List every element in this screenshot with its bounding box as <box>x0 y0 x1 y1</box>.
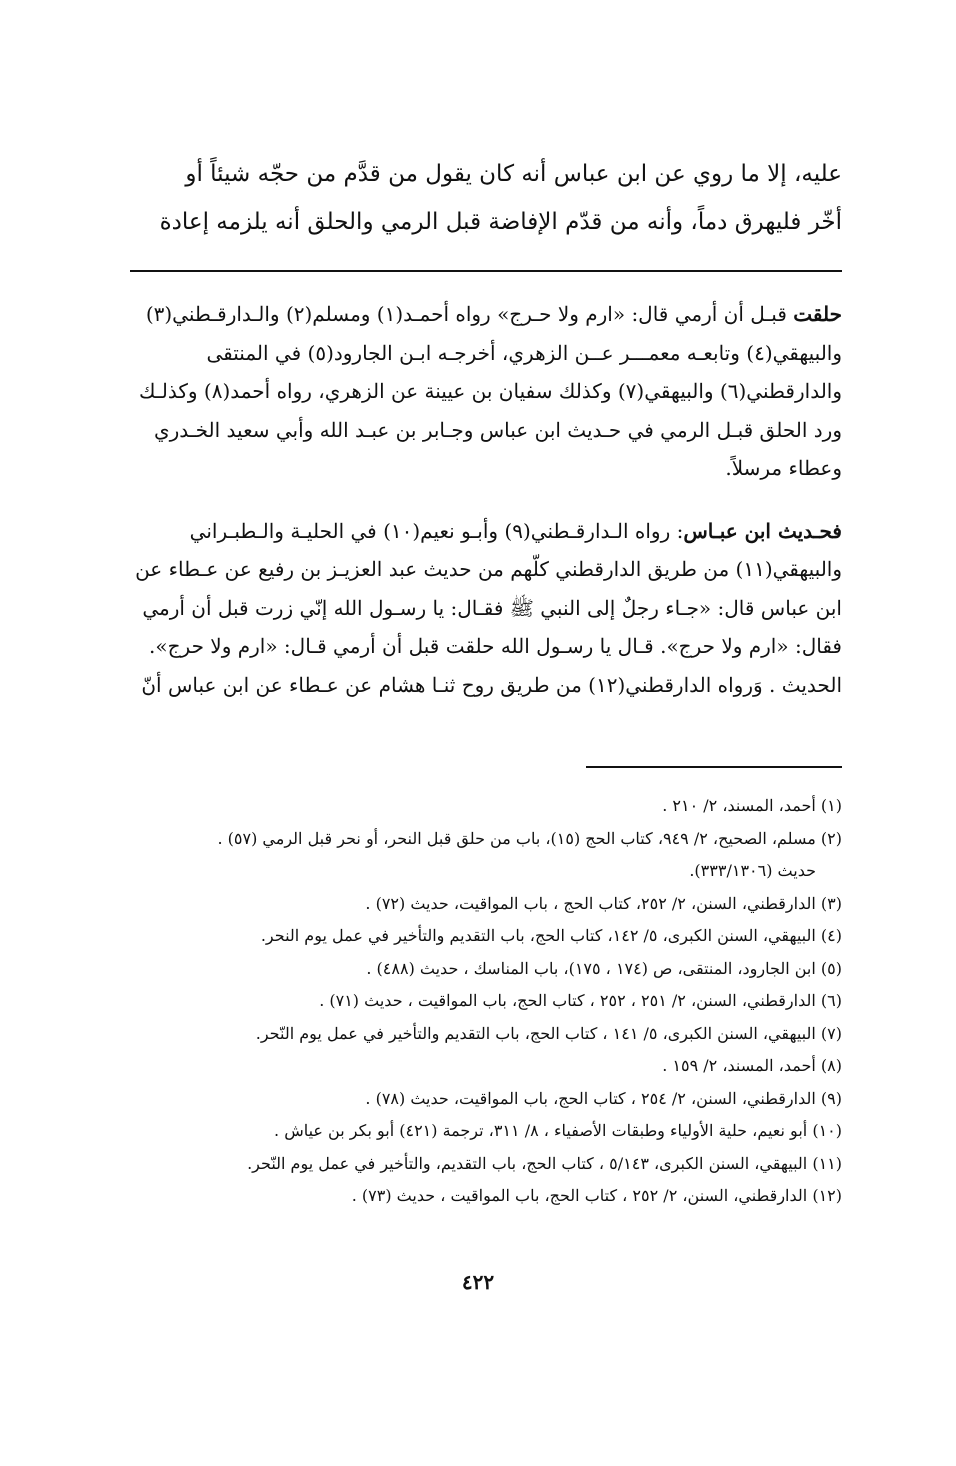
footnote-number: (٨) <box>820 1056 842 1075</box>
section-divider <box>130 270 842 272</box>
text-line: والبيهقي(١١) من طريق الدارقطني كلّهم من حديث عبد العزيـز بن رفيع عن عـطاء عن <box>135 557 842 581</box>
text-line: عليه، إلا ما روي عن ابن عباس أنه كان يقول من قدَّم من حجّه شيئاً أو <box>185 161 842 187</box>
footnote-text: أبو نعيم، حلية الأولياء وطبقات الأصفياء ، ٨/ ٣١١، ترجمة (٤٢١) أبو بكر بن عياش . <box>274 1121 808 1140</box>
footnote <box>116 1115 842 1148</box>
text-line: ابن عباس قال: «جـاء رجلٌ إلى النبي ﷺ فقـال: يا رسـول الله إنّي زرت قبل أن أرمي <box>142 595 842 620</box>
page-number: ٤٢٢ <box>461 1270 495 1294</box>
footnote <box>116 1083 842 1116</box>
footnote <box>116 920 842 953</box>
footnote-number: (٩) <box>820 1088 842 1108</box>
continuation-text <box>116 150 842 246</box>
footnote <box>116 953 842 986</box>
footnote-number: (٢) <box>820 828 842 848</box>
footnote-text: الدارقطني، السنن، ٢/ ٢٥٤ ، كتاب الحج، باب المواقيت، حديث (٧٨) . <box>365 1088 816 1108</box>
footnote-number: (١) <box>820 796 842 815</box>
footnote-number: (١٢) <box>812 1186 842 1205</box>
text-line: أخّر فليهرق دماً، وأنه من قدّم الإفاضة قبل الرمي والحلق أنه يلزمه إعادة <box>159 209 842 235</box>
line-text: : رواه الـدارقـطني(٩) وأبـو نعيم(١٠) في الحليـة والـطبـراني <box>189 518 684 543</box>
text-line <box>116 512 842 551</box>
footnote-number: (٣) <box>820 893 842 913</box>
text-line: ورد الحلق قبـل الرمي في حـديث ابن عباس وجـابر بن عبـد الله وأبي سعيد الخـدري <box>153 417 842 442</box>
footnote <box>116 1148 842 1181</box>
footnote-text: البيهقي، السنن الكبرى، ٥/١٤٣ ، كتاب الحج، باب التقديم، والتأخير في عمل يوم النّحر. <box>247 1153 808 1173</box>
footnote <box>116 823 842 856</box>
footnote-number: (٥) <box>820 958 842 978</box>
footnote-text: البيهقي، السنن الكبرى، ٥/ ١٤٢، كتاب الحج، باب التقديم والتأخير في عمل يوم النحر. <box>260 926 816 945</box>
footnote-number: (١٠) <box>812 1121 842 1140</box>
footnote <box>116 790 842 823</box>
footnote <box>116 1018 842 1051</box>
main-text-block <box>116 295 842 704</box>
footnote-text: حديث (٣٣٣/١٣٠٦). <box>689 861 816 880</box>
footnote-text: ابن الجارود، المنتقى، ص (١٧٤ ، ١٧٥)، باب المناسك ، حديث (٤٨٨) . <box>366 958 816 978</box>
line-text: قبـل أن أرمي قال: «ارم ولا حـرج» رواه أحمـد(١) ومسلم(٢) والـدارقـطني(٣) <box>145 302 794 326</box>
footnote-text: الدارقطني، السنن، ٢/ ٢٥١ ، ٢٥٢ ، كتاب الحج، باب المواقيت ، حديث (٧١) . <box>319 991 816 1010</box>
footnote-text: البيهقي، السنن الكبرى، ٥/ ١٤١ ، كتاب الحج، باب التقديم والتأخير في عمل يوم النّحر. <box>255 1023 816 1043</box>
footnote-number: (٧) <box>820 1023 842 1043</box>
text-line: فقال: «ارم ولا حرج». قـال يا رسـول الله حلقت قبل أن أرمي قـال: «ارم ولا حرج». <box>149 634 842 658</box>
text-line: والبيهقي(٤) وتابعـه معمـــر عــن الزهري، أخرجـه ابـن الجارود(٥) في المنتقى <box>206 340 842 365</box>
footnote-number: (٤) <box>820 926 842 945</box>
text-line: وعطاء مرسلاً. <box>725 456 842 480</box>
footnote-text: الدارقطني، السنن، ٢/ ٢٥٢، كتاب الحج ، باب المواقيت، حديث (٧٢) . <box>365 893 816 913</box>
footnote-divider <box>586 766 842 768</box>
footnote <box>116 985 842 1018</box>
footnote <box>116 1180 842 1213</box>
lead-word: حلقت <box>793 302 842 326</box>
lead-heading: فحـديث ابن عبـاس <box>683 518 842 543</box>
text-line: الحديث . وَرواه الدارقطني(١٢) من طريق روح ثنـا هشام عن عـطاء عن ابن عباس أنّ <box>141 672 842 697</box>
footnote-number: (٦) <box>820 991 842 1010</box>
text-line: والدارقطني(٦) والبيهقي(٧) وكذلك سفيان بن عيينة عن الزهري، رواه أحمد(٨) وكذلـك <box>139 379 842 403</box>
footnote <box>116 1050 842 1083</box>
footnote-text: أحمد، المسند، ٢/ ٢١٠ . <box>662 796 816 815</box>
paragraph-ibn-abbas <box>116 512 842 705</box>
footnote-number: (١١) <box>812 1153 842 1173</box>
footnote-text: مسلم، الصحيح، ٢/ ٩٤٩، كتاب الحج (١٥)، باب من حلق قبل النحر، أو نحر قبل الرمي (٥٧) . <box>217 828 816 848</box>
text-line <box>116 295 842 334</box>
footnote-text: الدارقطني، السنن، ٢/ ٢٥٢ ، كتاب الحج، باب المواقيت ، حديث (٧٣) . <box>351 1186 808 1205</box>
footnote-text: أحمد، المسند، ٢/ ١٥٩ . <box>662 1056 816 1075</box>
footnote-continuation <box>116 855 842 888</box>
footnotes <box>116 790 842 1213</box>
paragraph-hadith-halaqtu <box>116 295 842 488</box>
footnote <box>116 888 842 921</box>
